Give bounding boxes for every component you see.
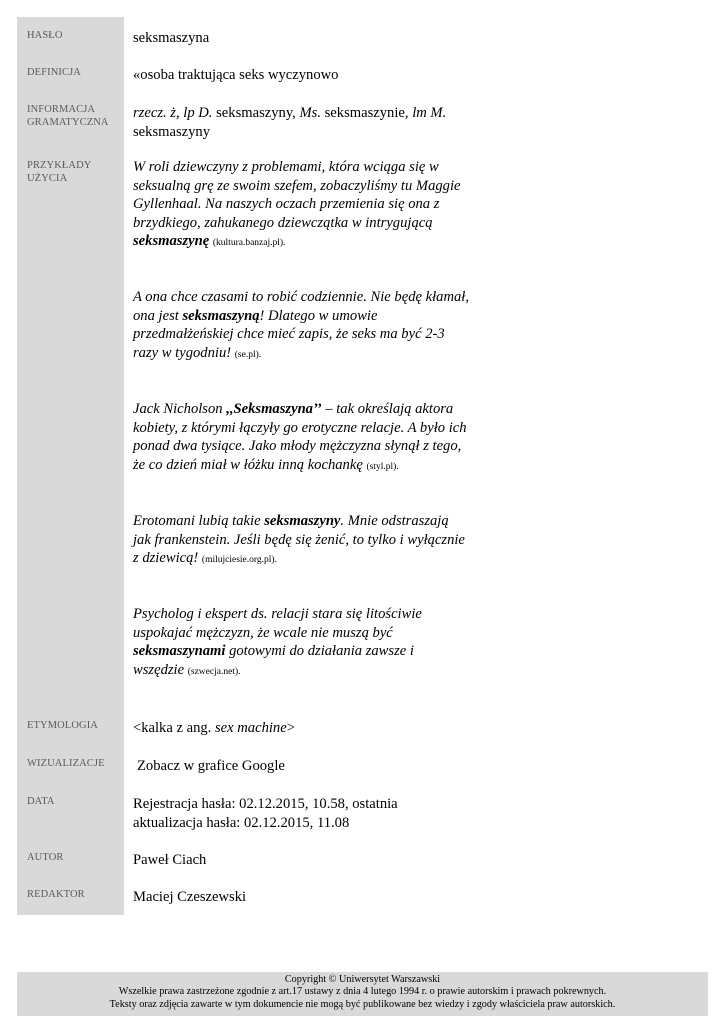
example-end: . — [283, 238, 286, 249]
autor-label: AUTOR — [27, 852, 64, 863]
etymologia-text: <kalka z ang. — [133, 720, 215, 736]
example-text: . Mnie odstraszają — [340, 513, 449, 529]
example-line: Gyllenhaal. Na naszych oczach przemienia się ona z — [133, 196, 440, 213]
etymologia-text: > — [286, 720, 295, 736]
example-text: gotowymi do działania zawsze i — [225, 643, 414, 660]
gramatyka-part1: rzecz. ż, lp D. — [133, 105, 213, 121]
example-end: . — [274, 555, 277, 566]
definicja-label: DEFINICJA — [27, 67, 81, 78]
example-line: kobiety, z którymi łączyły go erotyczne relacje. A było ich — [133, 419, 467, 436]
example-source: (kultura.banzaj.pl) — [212, 238, 284, 249]
example-1 — [133, 158, 483, 253]
gramatyka-part5: lm M. — [412, 105, 447, 121]
example-headword: seksmaszynami — [133, 643, 226, 660]
przyklady-label-line1: PRZYKŁADY — [27, 160, 92, 171]
etymologia-label: ETYMOLOGIA — [27, 720, 98, 731]
example-line: W roli dziewczyny z problemami, która wciąga się w — [133, 159, 439, 175]
data-line1: Rejestracja hasła: 02.12.2015, 10.58, ostatnia — [133, 796, 398, 812]
example-text: Erotomani lubią takie — [133, 513, 265, 529]
etymologia-value — [133, 719, 473, 738]
gramatyka-part2: seksmaszyny, — [212, 105, 300, 121]
footer-line1: Copyright © Uniwersytet Warszawski — [284, 974, 441, 985]
example-source: (szwecja.net) — [187, 666, 239, 677]
copyright-footer — [17, 972, 708, 1016]
redaktor-value: Maciej Czeszewski — [133, 889, 247, 905]
redaktor-label: REDAKTOR — [27, 889, 85, 900]
przyklady-label — [27, 159, 123, 185]
example-end: . — [238, 666, 241, 677]
haslo-value: seksmaszyna — [133, 30, 210, 46]
footer-line2: Wszelkie prawa zastrzeżone zgodnie z art.17 ustawy z dnia 4 lutego 1994 r. o prawie autorskim i prawach pokrewnych. — [118, 986, 607, 998]
example-line: jak frankenstein. Jeśli będę się żenić, to tylko i wyłącznie — [133, 531, 465, 548]
example-line: brzydkiego, zahukanego dziewczątka w intrygującą — [133, 214, 433, 231]
gramatyka-label — [27, 103, 123, 129]
example-5 — [133, 605, 483, 681]
example-text: Jack Nicholson — [133, 401, 227, 417]
example-text: – tak określają aktora — [321, 401, 454, 417]
example-headword: seksmaszyną — [182, 307, 260, 324]
example-3 — [133, 400, 483, 476]
gramatyka-part3: Ms. — [299, 105, 321, 121]
example-end: . — [258, 349, 262, 360]
example-line: przedmałżeńskiej chce mieć zapis, że seks ma być 2-3 — [133, 326, 445, 343]
label-column-background — [17, 17, 124, 915]
example-headword: ,,Seksmaszyna’’ — [226, 401, 322, 417]
example-line: uspokajać mężczyzn, że wcale nie muszą być — [133, 624, 393, 641]
etymologia-source-term: sex machine — [214, 720, 287, 736]
gramatyka-part6: seksmaszyny — [133, 123, 211, 140]
example-text: z dziewicą! — [133, 550, 199, 567]
data-label: DATA — [27, 796, 55, 807]
example-source: (se.pl) — [234, 349, 259, 360]
example-line: A ona chce czasami to robić codziennie. Nie będę kłamał, — [133, 289, 469, 305]
gramatyka-label-line2: GRAMATYCZNA — [27, 117, 109, 128]
example-end: . — [396, 461, 399, 472]
example-text: razy w tygodniu! — [133, 344, 232, 361]
data-value — [133, 795, 493, 832]
definicja-value: «osoba traktująca seks wyczynowo — [133, 67, 339, 83]
example-text: ! Dlatego w umowie — [259, 307, 378, 324]
example-2 — [133, 288, 483, 364]
przyklady-label-line2: UŻYCIA — [27, 173, 68, 184]
example-text: że co dzień miał w łóżku inną kochankę — [133, 456, 363, 473]
google-images-link[interactable]: Zobacz w grafice Google — [137, 758, 285, 774]
example-source: (milujciesie.org.pl) — [201, 555, 275, 566]
data-line2: aktualizacja hasła: 02.12.2015, 11.08 — [133, 814, 350, 831]
gramatyka-part4: seksmaszynie, — [320, 105, 413, 121]
example-text: ona jest — [133, 307, 183, 324]
wizualizacje-label: WIZUALIZACJE — [27, 758, 105, 769]
example-line: Psycholog i ekspert ds. relacji stara się litościwie — [133, 606, 422, 622]
example-line: ponad dwa tysiące. Jako młody mężczyzna słynął z tego, — [133, 438, 462, 455]
example-line: seksualną grę ze swoim szefem, zobaczyliśmy tu Maggie — [133, 177, 461, 194]
example-4 — [133, 512, 483, 570]
autor-value: Paweł Ciach — [133, 852, 207, 868]
example-text: wszędzie — [133, 661, 185, 678]
example-headword: seksmaszynę — [133, 233, 210, 250]
footer-line3: Teksty oraz zdjęcia zawarte w tym dokumencie nie mogą być publikowane bez wiedzy i zgody właściciela praw autorskich. — [109, 998, 616, 1010]
gramatyka-value — [133, 104, 473, 141]
example-source: (styl.pl) — [366, 461, 397, 472]
example-headword: seksmaszyny — [264, 513, 341, 529]
haslo-label: HASŁO — [27, 30, 63, 41]
gramatyka-label-line1: INFORMACJA — [27, 104, 96, 115]
